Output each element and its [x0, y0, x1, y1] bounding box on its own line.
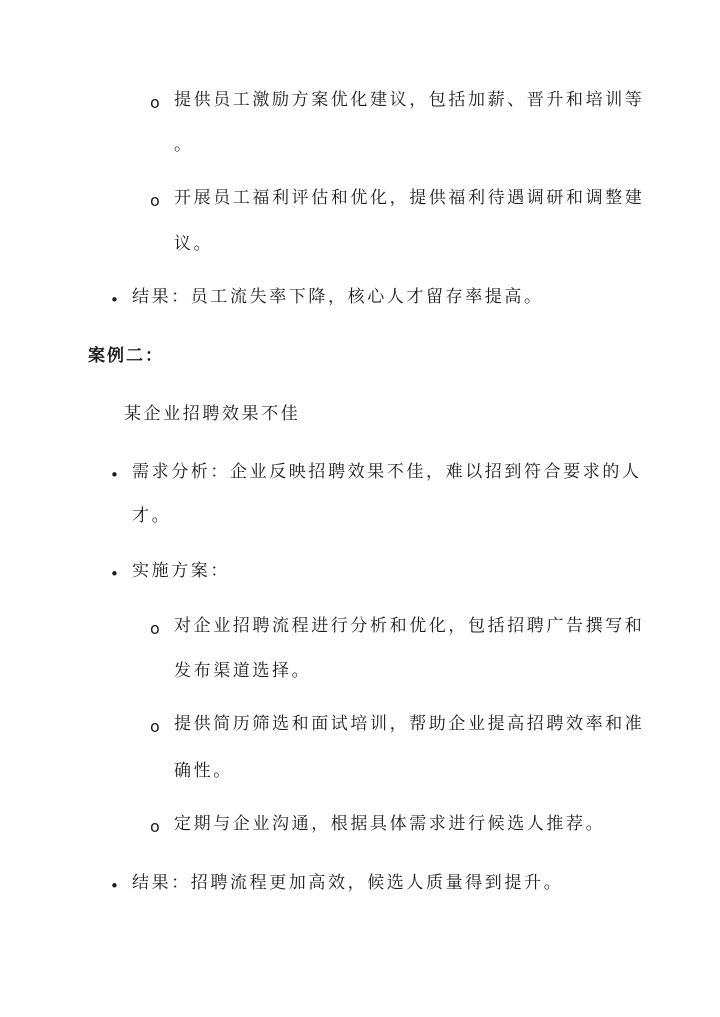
list-marker-circle: o — [150, 619, 160, 638]
list-marker-bullet: • — [110, 291, 119, 309]
list-marker-bullet: • — [110, 565, 119, 583]
case-subtitle: 某企业招聘效果不佳 — [124, 404, 301, 424]
plan-label: 实施方案： — [132, 561, 230, 581]
list-item-text: 对企业招聘流程进行分析和优化，包括招聘广告撰写和 — [174, 616, 645, 636]
result-text: 结果：招聘流程更加高效，候选人质量得到提升。 — [132, 873, 564, 893]
list-item-text: 提供员工激励方案优化建议，包括加薪、晋升和培训等 — [174, 90, 645, 110]
needs-analysis-text: 才。 — [132, 506, 172, 526]
list-item-text: 确性。 — [174, 761, 233, 781]
list-marker-bullet: • — [110, 466, 119, 484]
list-marker-circle: o — [150, 817, 160, 836]
list-item-text: 提供简历筛选和面试培训，帮助企业提高招聘效率和准 — [174, 714, 645, 734]
list-item-text: 。 — [174, 135, 194, 155]
list-marker-circle: o — [150, 93, 160, 112]
list-item-text: 发布渠道选择。 — [174, 661, 312, 681]
result-text: 结果：员工流失率下降，核心人才留存率提高。 — [132, 287, 544, 307]
case-heading: 案例二： — [88, 346, 164, 366]
list-marker-circle: o — [150, 191, 160, 210]
list-item-text: 定期与企业沟通，根据具体需求进行候选人推荐。 — [174, 814, 606, 834]
list-item-text: 开展员工福利评估和优化，提供福利待遇调研和调整建 — [174, 188, 645, 208]
needs-analysis-text: 需求分析：企业反映招聘效果不佳，难以招到符合要求的人 — [132, 462, 642, 482]
list-marker-bullet: • — [110, 877, 119, 895]
list-item-text: 议。 — [174, 234, 214, 254]
list-marker-circle: o — [150, 717, 160, 736]
